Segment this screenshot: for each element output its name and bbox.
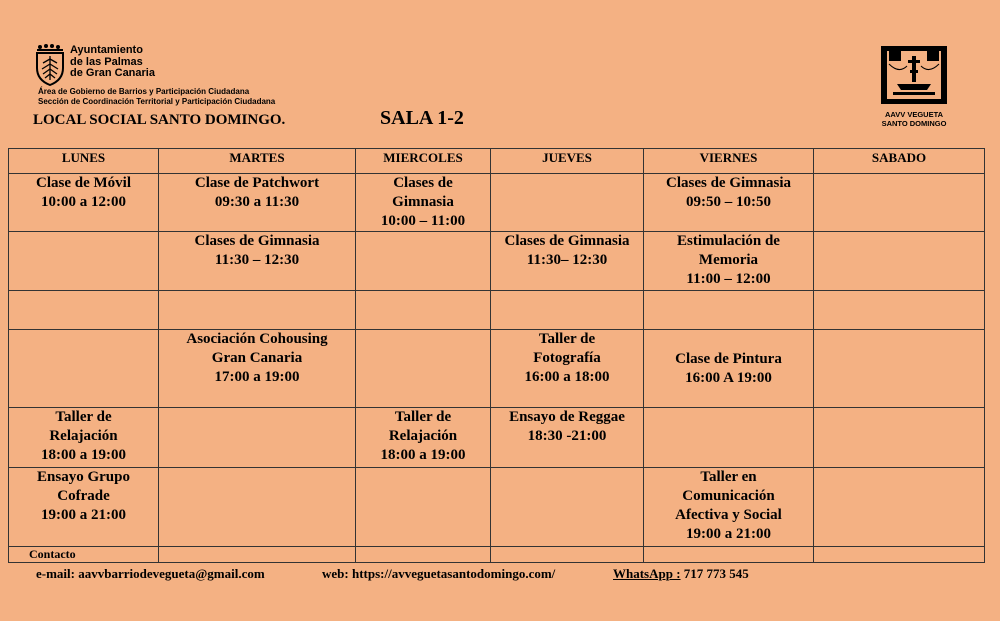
schedule-cell	[644, 174, 814, 232]
activity-name: Relajación	[388, 428, 458, 444]
schedule-cell	[9, 174, 159, 232]
activity-name: Relajación	[49, 428, 118, 444]
schedule-cell-empty	[491, 547, 644, 563]
schedule-cell-empty	[159, 468, 356, 547]
schedule-cell	[159, 330, 356, 408]
activity-time: 19:00 a 21:00	[686, 526, 771, 542]
org-line: de las Palmas	[70, 55, 143, 68]
day-header-viernes: VIERNES	[644, 149, 814, 174]
activity-name: Clase de Patchwort	[194, 175, 320, 191]
activity-name: Clase de Móvil	[36, 175, 131, 191]
activity-time: 19:00 a 21:00	[41, 507, 126, 523]
schedule-cell-empty	[159, 408, 356, 468]
schedule-cell-empty	[644, 408, 814, 468]
schedule-cell-empty	[356, 547, 491, 563]
activity-name: Taller en	[700, 469, 757, 485]
schedule-cell-empty	[814, 174, 985, 232]
web-contact[interactable]: web: https://avveguetasantodomingo.com/	[322, 566, 556, 581]
email-contact[interactable]: e-mail: aavvbarriodevegueta@gmail.com	[36, 566, 265, 581]
activity-name: Taller de	[394, 409, 452, 425]
activity-time: 10:00 – 11:00	[380, 213, 466, 229]
activity-name: Comunicación	[682, 488, 775, 504]
activity-name: Ensayo de Reggae	[509, 409, 625, 425]
contacto-row	[9, 547, 985, 563]
city-shield-icon	[34, 44, 66, 86]
schedule-table	[8, 148, 985, 563]
table-row	[9, 232, 985, 291]
whatsapp-label: WhatsApp :	[613, 566, 681, 581]
activity-name: Taller de	[538, 331, 596, 347]
schedule-cell	[356, 408, 491, 468]
activity-name: Ensayo Grupo	[37, 469, 130, 485]
activity-name: Clases de Gimnasia	[194, 233, 320, 249]
schedule-cell-empty	[491, 174, 644, 232]
schedule-cell	[491, 232, 644, 291]
table-row	[9, 174, 985, 232]
table-row	[9, 408, 985, 468]
activity-time: 09:50 – 10:50	[686, 194, 771, 210]
schedule-cell-empty	[814, 408, 985, 468]
schedule-cell-empty	[814, 232, 985, 291]
schedule-cell	[159, 174, 356, 232]
schedule-cell-empty	[814, 291, 985, 330]
activity-time: 17:00 a 19:00	[214, 369, 300, 385]
activity-name: Afectiva y Social	[675, 507, 782, 523]
department-line: Sección de Coordinación Territorial y Participación Ciudadana	[38, 96, 276, 106]
day-header-martes: MARTES	[159, 149, 356, 174]
activity-name: Cofrade	[57, 488, 110, 504]
department-line: Área de Gobierno de Barrios y Participación Ciudadana	[38, 87, 250, 96]
whatsapp-contact[interactable]	[613, 566, 749, 582]
activity-name: Taller de	[55, 409, 112, 425]
activity-time: 16:00 A 19:00	[685, 369, 772, 386]
schedule-cell-empty	[159, 547, 356, 563]
schedule-cell	[9, 408, 159, 468]
schedule-cell	[491, 330, 644, 408]
activity-name: Fotografía	[533, 350, 601, 366]
activity-name: Memoria	[698, 252, 759, 268]
schedule-cell-empty	[814, 468, 985, 547]
table-row	[9, 468, 985, 547]
aavv-name	[874, 110, 954, 128]
sala-title: SALA 1-2	[380, 107, 464, 129]
contacto-label: Contacto	[9, 547, 159, 563]
schedule-cell-empty	[491, 468, 644, 547]
schedule-cell-empty	[9, 291, 159, 330]
aavv-name-line: SANTO DOMINGO	[881, 119, 947, 128]
activity-time: 16:00 a 18:00	[524, 369, 610, 385]
schedule-cell	[491, 408, 644, 468]
aavv-name-line: AAVV VEGUETA	[884, 110, 944, 119]
schedule-cell-empty	[9, 232, 159, 291]
fountain-logo-icon	[879, 44, 949, 106]
local-title: LOCAL SOCIAL SANTO DOMINGO.	[33, 112, 286, 128]
day-header-miercoles: MIERCOLES	[356, 149, 491, 174]
activity-name: Gran Canaria	[211, 350, 303, 366]
schedule-cell	[9, 468, 159, 547]
day-header-jueves: JUEVES	[491, 149, 644, 174]
activity-name: Clases de	[393, 175, 453, 191]
schedule-cell-empty	[356, 232, 491, 291]
day-header-row	[9, 149, 985, 174]
activity-name: Estimulación de	[677, 233, 780, 249]
activity-time: 11:00 – 12:00	[686, 271, 771, 287]
ayuntamiento-logo	[34, 38, 334, 108]
activity-time: 18:00 a 19:00	[41, 447, 126, 463]
day-header-lunes: LUNES	[9, 149, 159, 174]
schedule-cell	[644, 232, 814, 291]
schedule-cell	[159, 232, 356, 291]
day-header-sabado: SABADO	[814, 149, 985, 174]
schedule-cell	[644, 468, 814, 547]
activity-name: Gimnasia	[392, 194, 454, 210]
schedule-cell-empty	[644, 547, 814, 563]
schedule-cell-empty	[491, 291, 644, 330]
schedule-cell-empty	[159, 291, 356, 330]
schedule-cell-empty	[814, 330, 985, 408]
activity-name: Asociación Cohousing	[186, 331, 328, 347]
schedule-cell-empty	[356, 468, 491, 547]
schedule-cell-empty	[644, 291, 814, 330]
schedule-cell-empty	[356, 291, 491, 330]
activity-time: 09:30 a 11:30	[214, 194, 300, 210]
whatsapp-number: 717 773 545	[680, 566, 749, 581]
activity-time: 18:00 a 19:00	[380, 447, 466, 463]
department-lines	[38, 87, 275, 106]
activity-time: 11:30– 12:30	[526, 252, 608, 268]
schedule-cell-empty	[814, 547, 985, 563]
activity-name: Clase de Pintura	[675, 350, 782, 367]
table-row	[9, 330, 985, 408]
activity-time: 11:30 – 12:30	[214, 252, 300, 268]
schedule-cell-empty	[9, 330, 159, 408]
schedule-cell	[644, 330, 814, 408]
schedule-cell-empty	[356, 330, 491, 408]
activity-time: 18:30 -21:00	[527, 428, 607, 444]
org-line: de Gran Canaria	[70, 67, 155, 79]
activity-time: 10:00 a 12:00	[41, 194, 126, 210]
aavv-logo	[874, 44, 954, 130]
org-line: Ayuntamiento	[70, 44, 143, 56]
table-row	[9, 291, 985, 330]
schedule-cell	[356, 174, 491, 232]
ayuntamiento-name	[70, 45, 155, 80]
activity-name: Clases de Gimnasia	[665, 175, 791, 191]
activity-name: Clases de Gimnasia	[504, 233, 630, 249]
